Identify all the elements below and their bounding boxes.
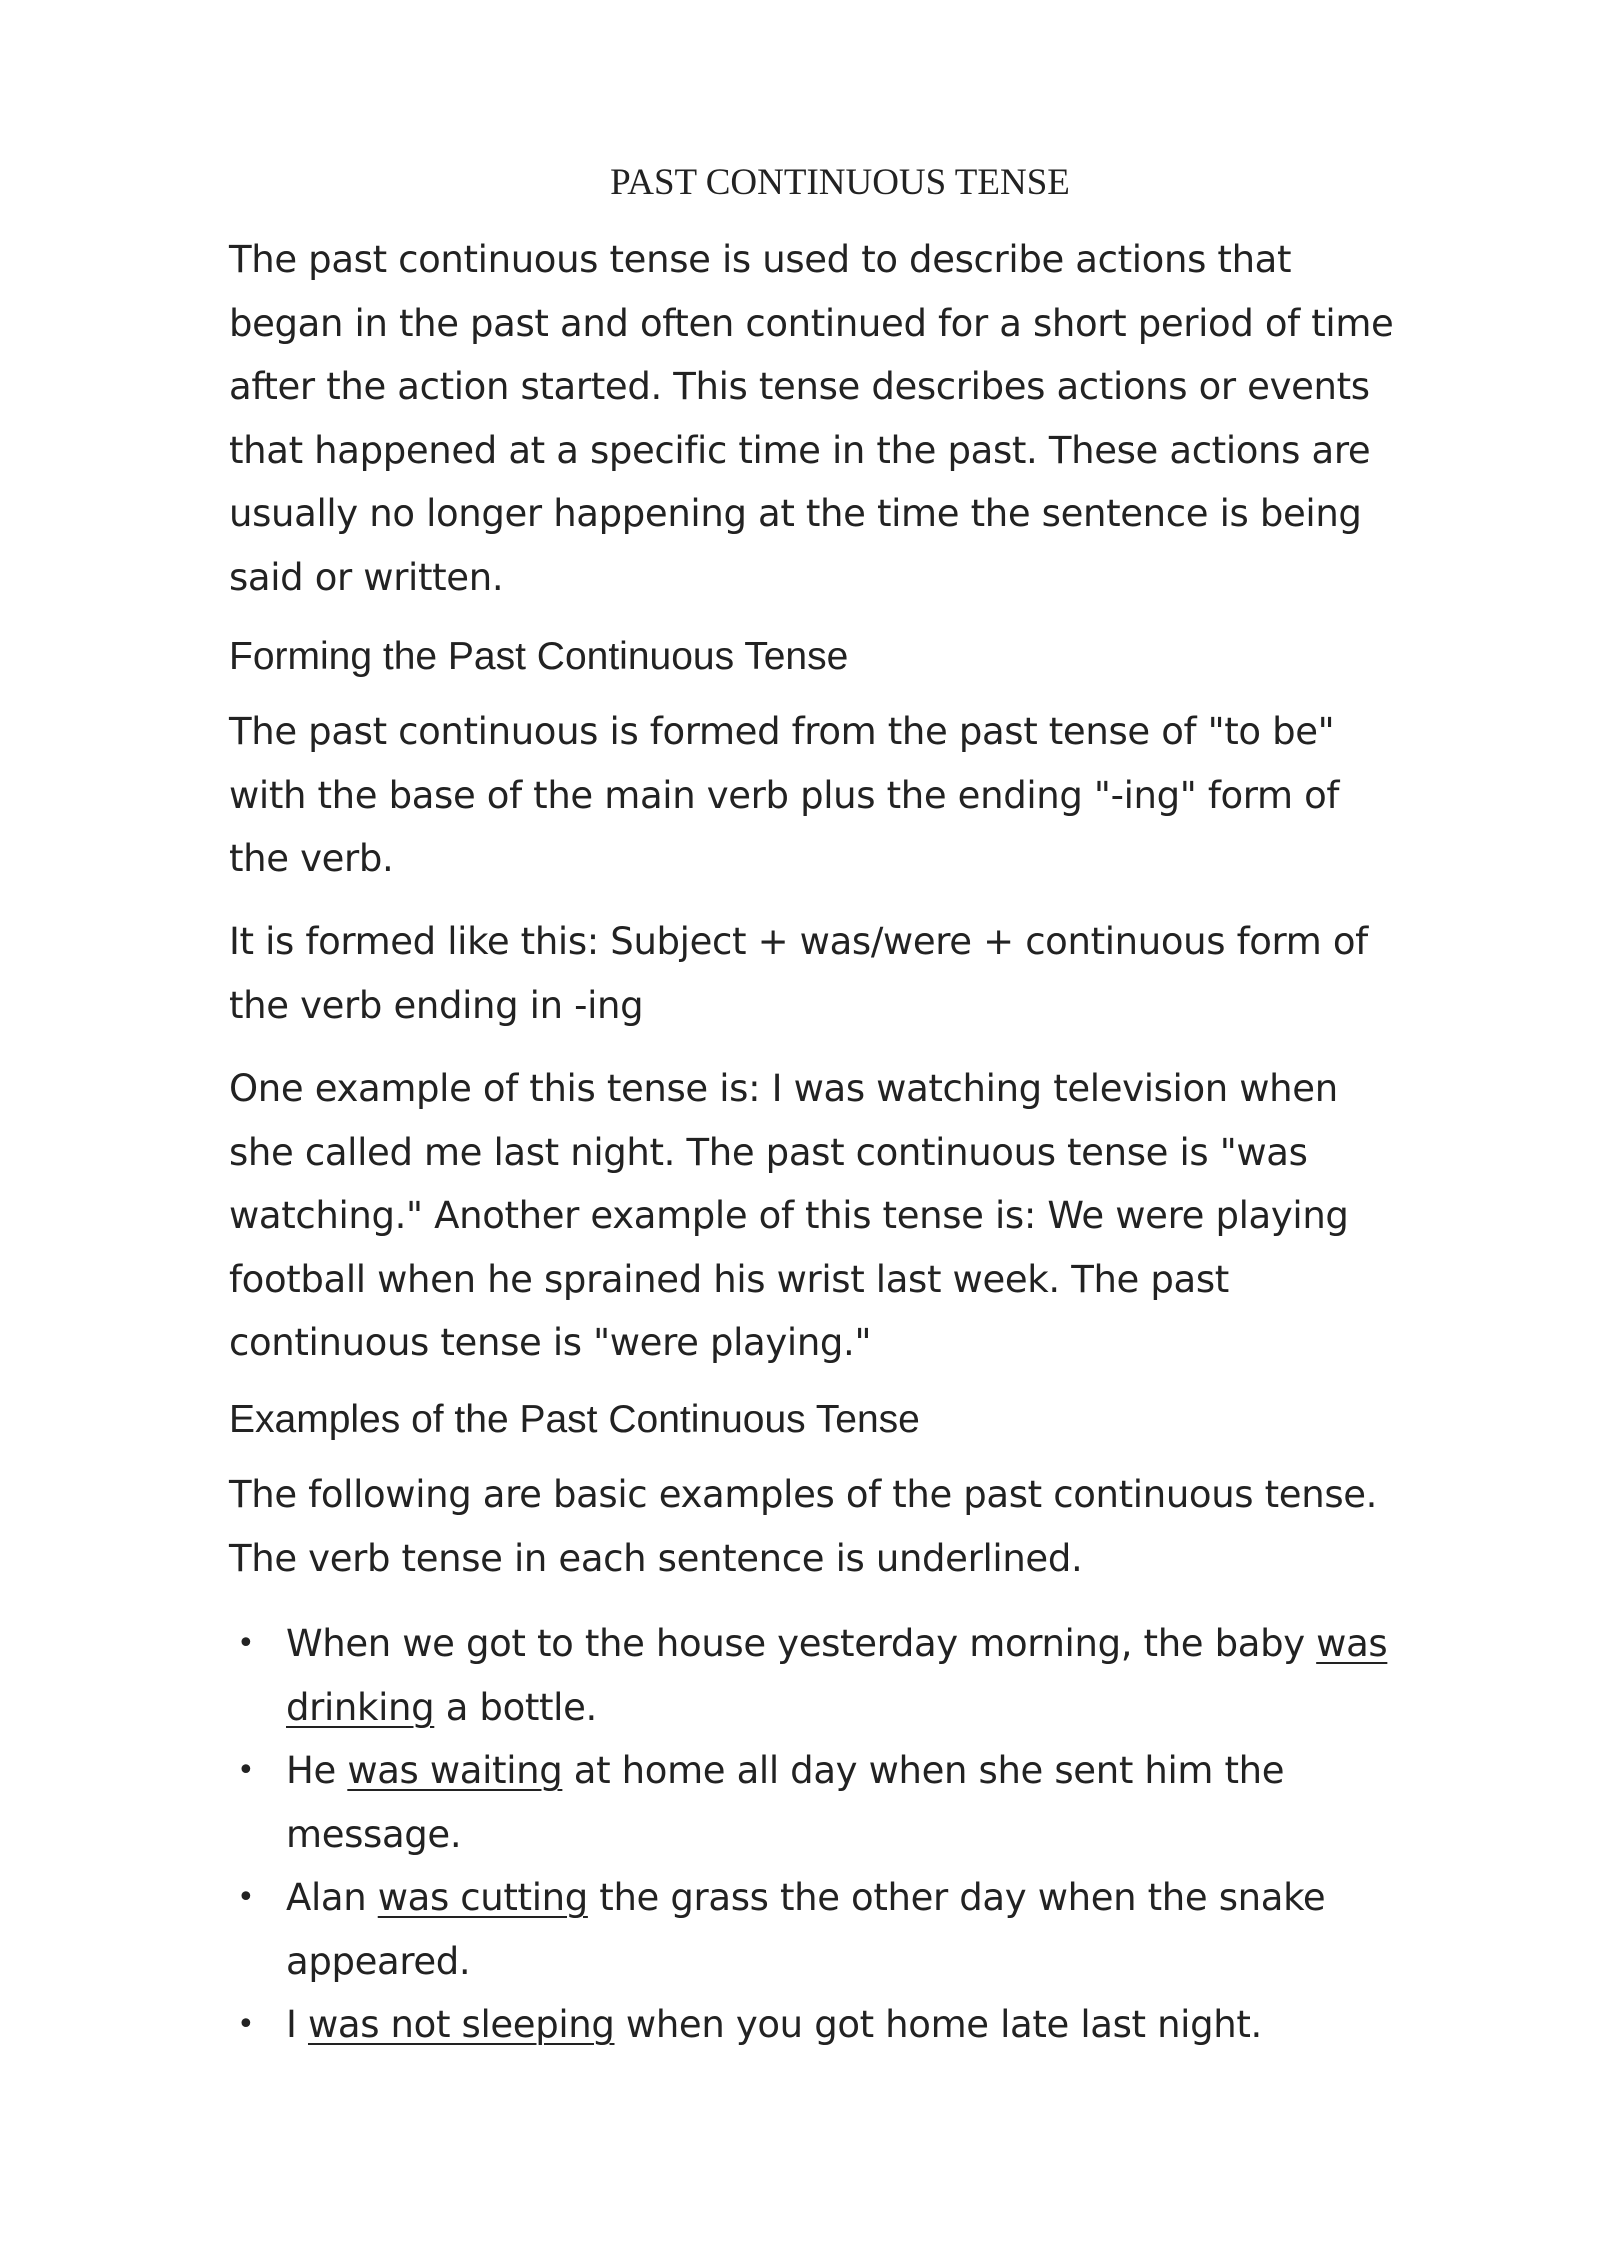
text-line: with the base of the main verb plus the ending "-ing" form of [229,773,1340,817]
bullet-icon: • [237,1880,255,1915]
example-paragraph [229,1057,1459,1375]
text-line: said or written. [229,555,504,599]
text-line: The past continuous tense is used to describe actions that [229,238,1292,281]
text-line: appeared. [286,1939,471,1983]
text-line [286,1612,1469,1676]
sentence-text: He [286,1749,348,1792]
text-line: The past continuous is formed from the past tense of "to be" [229,710,1335,753]
sentence-text: Alan [286,1876,378,1919]
sentence-text: When we got to the house yesterday morning, the baby [286,1622,1317,1665]
text-line: that happened at a specific time in the past. These actions are [229,428,1371,472]
list-item [229,1612,1469,1739]
sentence-text: a bottle. [434,1685,597,1729]
sentence-text: when you got home late last night. [614,2003,1262,2046]
underlined-verb: was waiting [347,1749,563,1792]
text-line: after the action started. This tense describes actions or events [229,365,1370,408]
text-line [286,1739,1469,1803]
text-line: The verb tense in each sentence is underlined. [229,1536,1083,1580]
list-item [229,1739,1469,1866]
underlined-verb: was not sleeping [307,2003,615,2046]
sentence-text: at home all day when she sent him the [562,1749,1285,1792]
text-line: football when he sprained his wrist last week. The past [229,1257,1229,1301]
text-line: the verb ending in -ing [229,983,644,1027]
text-line: continuous tense is "were playing." [229,1321,872,1364]
text-line: usually no longer happening at the time the sentence is being [229,492,1362,535]
text-line: the verb. [229,837,394,880]
underlined-verb: drinking [286,1685,435,1729]
bullet-icon: • [237,1753,255,1788]
bullet-icon: • [237,2007,255,2042]
heading-examples: Examples of the Past Continuous Tense [229,1398,920,1441]
text-line: One example of this tense is: I was watching television when [229,1067,1338,1110]
text-line [286,1866,1469,1930]
text-line: she called me last night. The past continuous tense is "was [229,1130,1308,1174]
text-line: The following are basic examples of the past continuous tense. [229,1473,1378,1516]
sentence-text: the grass the other day when the snake [587,1876,1326,1919]
text-line: began in the past and often continued for a short period of time [229,301,1394,345]
forming-paragraph [229,700,1459,891]
text-line [286,1993,1469,2057]
sentence-text: I [286,2003,308,2046]
examples-intro-paragraph [229,1463,1459,1590]
text-line: message. [286,1812,462,1856]
heading-forming: Forming the Past Continuous Tense [229,635,849,678]
text-line [286,1676,1469,1740]
examples-list [229,1612,1469,2057]
list-item [229,1866,1469,1993]
underlined-verb: was [1316,1622,1388,1665]
list-item [229,1993,1469,2057]
intro-paragraph [229,228,1459,609]
underlined-verb: was cutting [377,1876,588,1919]
formula-paragraph [229,910,1459,1037]
text-line: It is formed like this: Subject + was/were + continuous form of [229,920,1368,963]
bullet-icon: • [237,1626,255,1661]
text-line: watching." Another example of this tense is: We were playing [229,1194,1349,1237]
page-title: PAST CONTINUOUS TENSE [610,162,1070,203]
